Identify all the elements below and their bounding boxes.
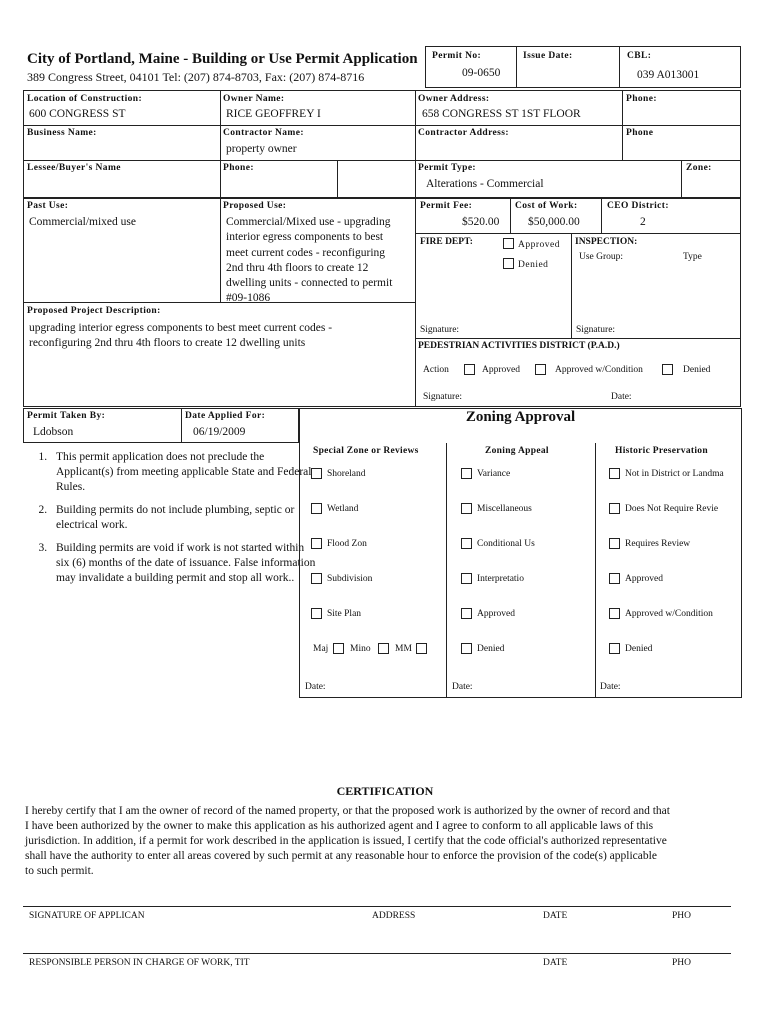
- owner-phone-label: Phone:: [626, 94, 657, 104]
- certification-text: [25, 804, 755, 879]
- business-name-label: Business Name:: [27, 128, 97, 138]
- zoning-appeal-date-label: Date:: [452, 682, 473, 692]
- not-in-district-label: Not in District or Landma: [625, 469, 724, 479]
- proposed-use-text[interactable]: [226, 215, 412, 301]
- historic-preservation-header: Historic Preservation: [615, 446, 708, 456]
- no-review-label: Does Not Require Revie: [625, 504, 719, 514]
- inspection-signature-label: Signature:: [576, 325, 616, 335]
- proposed-use-line: #09-1086: [226, 292, 271, 301]
- special-zone-date-label: Date:: [305, 682, 326, 692]
- pad-signature-label: Signature:: [423, 392, 463, 402]
- contractor-name-value[interactable]: property owner: [226, 143, 297, 155]
- proposed-use-line: dwelling units - connected to permit: [226, 277, 393, 290]
- historic-denied-checkbox[interactable]: [609, 643, 620, 654]
- proposed-use-line: Commercial/Mixed use - upgrading: [226, 216, 391, 228]
- wetland-checkbox[interactable]: [311, 503, 322, 514]
- shoreland-checkbox[interactable]: [311, 468, 322, 479]
- pad-approved-condition-label: Approved w/Condition: [555, 365, 643, 375]
- issue-date-label: Issue Date:: [523, 51, 573, 61]
- mm-checkbox[interactable]: [416, 643, 427, 654]
- fire-signature-label: Signature:: [420, 325, 460, 335]
- use-group-label: Use Group:: [579, 252, 624, 262]
- project-description-text[interactable]: [29, 321, 332, 352]
- appeal-approved-checkbox[interactable]: [461, 608, 472, 619]
- ceo-district-value[interactable]: 2: [640, 216, 646, 228]
- location-label: Location of Construction:: [27, 94, 143, 104]
- historic-approved-condition-label: Approved w/Condition: [625, 609, 713, 619]
- rule-item: 2. Building permits do not include plumbing, septic or electrical work.: [50, 503, 316, 533]
- not-in-district-checkbox[interactable]: [609, 468, 620, 479]
- shoreland-label: Shoreland: [327, 469, 366, 479]
- permit-type-value[interactable]: Alterations - Commercial: [426, 178, 544, 190]
- wetland-label: Wetland: [327, 504, 359, 514]
- appeal-denied-checkbox[interactable]: [461, 643, 472, 654]
- permit-type-label: Permit Type:: [418, 163, 477, 173]
- pad-denied-checkbox[interactable]: [662, 364, 673, 375]
- variance-label: Variance: [477, 469, 511, 479]
- date-applied-label: Date Applied For:: [185, 411, 266, 421]
- flood-zone-checkbox[interactable]: [311, 538, 322, 549]
- permit-fee-value[interactable]: $520.00: [462, 216, 500, 228]
- cost-of-work-value[interactable]: $50,000.00: [528, 216, 580, 228]
- owner-name-label: Owner Name:: [223, 94, 285, 104]
- applicant-date-label: DATE: [543, 911, 568, 921]
- pad-denied-label: Denied: [683, 365, 711, 375]
- applicant-address-label: ADDRESS: [372, 911, 416, 921]
- pad-title: PEDESTRIAN ACTIVITIES DISTRICT (P.A.D.): [418, 341, 620, 351]
- zoning-approval-title: Zoning Approval: [465, 409, 576, 425]
- permit-fee-label: Permit Fee:: [420, 201, 473, 211]
- date-applied-value[interactable]: 06/19/2009: [193, 426, 246, 438]
- contractor-phone-label: Phone: [626, 128, 654, 138]
- contractor-address-label: Contractor Address:: [418, 128, 509, 138]
- location-value[interactable]: 600 CONGRESS ST: [29, 108, 126, 120]
- mino-label: Mino: [350, 644, 371, 654]
- fire-approved-checkbox[interactable]: [503, 238, 514, 249]
- past-use-value[interactable]: Commercial/mixed use: [29, 216, 136, 228]
- permit-no-value[interactable]: 09-0650: [462, 67, 501, 79]
- cbl-value[interactable]: 039 A013001: [637, 69, 700, 81]
- interpretation-label: Interpretatio: [477, 574, 524, 584]
- past-use-label: Past Use:: [27, 201, 69, 211]
- cbl-label: CBL:: [627, 51, 652, 61]
- pad-action-label: Action: [423, 365, 449, 375]
- mm-label: MM: [395, 644, 412, 654]
- appeal-denied-label: Denied: [477, 644, 505, 654]
- zone-label: Zone:: [686, 163, 712, 173]
- certification-line: I have been authorized by the owner to make this application as his authorized agent and I agree to conform to all applicable laws of this: [25, 820, 654, 832]
- proposed-use-line: meet current codes - reconfiguring: [226, 246, 386, 259]
- lessee-phone-label: Phone:: [223, 163, 254, 173]
- certification-title: CERTIFICATION: [336, 784, 434, 798]
- fire-denied-label: Denied: [518, 260, 549, 270]
- pad-approved-checkbox[interactable]: [464, 364, 475, 375]
- site-plan-label: Site Plan: [327, 609, 362, 619]
- ceo-district-label: CEO District:: [607, 201, 669, 211]
- pad-approved-label: Approved: [482, 365, 520, 375]
- fire-dept-label: FIRE DEPT:: [420, 237, 473, 247]
- no-review-checkbox[interactable]: [609, 503, 620, 514]
- maj-label: Maj: [313, 644, 329, 654]
- flood-zone-label: Flood Zon: [327, 539, 367, 549]
- historic-approved-condition-checkbox[interactable]: [609, 608, 620, 619]
- certification-line: jurisdiction. In addition, if a permit for work described in the application is issued, I certify that the code official's authorized representative: [25, 835, 667, 847]
- pad-approved-condition-checkbox[interactable]: [535, 364, 546, 375]
- permit-taken-by-value[interactable]: Ldobson: [33, 426, 74, 438]
- office-address: 389 Congress Street, 04101 Tel: (207) 874-8703, Fax: (207) 874-8716: [27, 70, 365, 84]
- fire-denied-checkbox[interactable]: [503, 258, 514, 269]
- historic-date-label: Date:: [600, 682, 621, 692]
- permit-rules-list: [23, 450, 316, 594]
- fire-approved-label: Approved: [518, 240, 560, 250]
- subdivision-checkbox[interactable]: [311, 573, 322, 584]
- proposed-use-line: interior egress components to best: [226, 231, 384, 244]
- proposed-use-line: 2nd thru 4th floors to create 12: [226, 261, 369, 274]
- miscellaneous-checkbox[interactable]: [461, 503, 472, 514]
- historic-approved-label: Approved: [625, 574, 663, 584]
- mino-checkbox[interactable]: [378, 643, 389, 654]
- owner-address-label: Owner Address:: [418, 94, 490, 104]
- inspection-label: INSPECTION:: [575, 237, 638, 247]
- permit-taken-by-label: Permit Taken By:: [27, 411, 106, 421]
- historic-denied-label: Denied: [625, 644, 653, 654]
- cost-of-work-label: Cost of Work:: [515, 201, 578, 211]
- conditional-use-label: Conditional Us: [477, 539, 535, 549]
- certification-line: shall have the authority to enter all areas covered by such permit at any reasonable hour to enforce the provision of the code(s) applicable: [25, 850, 657, 862]
- applicant-signature-line[interactable]: [23, 906, 731, 907]
- project-description-line: upgrading interior egress components to best meet current codes -: [29, 322, 333, 334]
- responsible-date-label: DATE: [543, 958, 568, 968]
- lessee-label: Lessee/Buyer's Name: [27, 163, 121, 173]
- subdivision-label: Subdivision: [327, 574, 373, 584]
- special-zone-header: Special Zone or Reviews: [313, 446, 419, 456]
- rule-item: 1. This permit application does not preclude the Applicant(s) from meeting applicable State and Federal Rules.: [50, 450, 316, 495]
- historic-approved-checkbox[interactable]: [609, 573, 620, 584]
- appeal-approved-label: Approved: [477, 609, 515, 619]
- variance-checkbox[interactable]: [461, 468, 472, 479]
- applicant-signature-label: SIGNATURE OF APPLICAN: [29, 911, 145, 921]
- applicant-grid: [23, 90, 741, 198]
- certification-line: I hereby certify that I am the owner of record of the named property, or that the proposed work is authorized by the owner of record and that: [25, 805, 670, 817]
- responsible-person-label: RESPONSIBLE PERSON IN CHARGE OF WORK, TIT: [29, 958, 250, 968]
- responsible-person-signature-line[interactable]: [23, 953, 731, 954]
- pad-date-label: Date:: [611, 392, 632, 402]
- project-description-line: reconfiguring 2nd thru 4th floors to create 12 dwelling units: [29, 337, 306, 350]
- form-title: City of Portland, Maine - Building or Use Permit Application: [27, 51, 418, 67]
- owner-name-value[interactable]: RICE GEOFFREY I: [226, 108, 321, 120]
- miscellaneous-label: Miscellaneous: [477, 504, 532, 514]
- contractor-name-label: Contractor Name:: [223, 128, 304, 138]
- permit-no-label: Permit No:: [432, 51, 482, 61]
- interpretation-checkbox[interactable]: [461, 573, 472, 584]
- rule-item: 3. Building permits are void if work is not started within six (6) months of the date of issuance. False information may invalidate a building permit and stop all work..: [50, 541, 316, 586]
- responsible-phone-label: PHO: [672, 958, 692, 968]
- requires-review-checkbox[interactable]: [609, 538, 620, 549]
- owner-address-value[interactable]: 658 CONGRESS ST 1ST FLOOR: [422, 108, 581, 120]
- maj-checkbox[interactable]: [333, 643, 344, 654]
- type-label: Type: [683, 252, 702, 262]
- requires-review-label: Requires Review: [625, 539, 691, 549]
- project-description-label: Proposed Project Description:: [27, 306, 161, 316]
- applicant-phone-label: PHO: [672, 911, 692, 921]
- certification-line: to such permit.: [25, 865, 94, 877]
- zoning-appeal-header: Zoning Appeal: [485, 446, 549, 456]
- site-plan-checkbox[interactable]: [311, 608, 322, 619]
- proposed-use-label: Proposed Use:: [223, 201, 287, 211]
- conditional-use-checkbox[interactable]: [461, 538, 472, 549]
